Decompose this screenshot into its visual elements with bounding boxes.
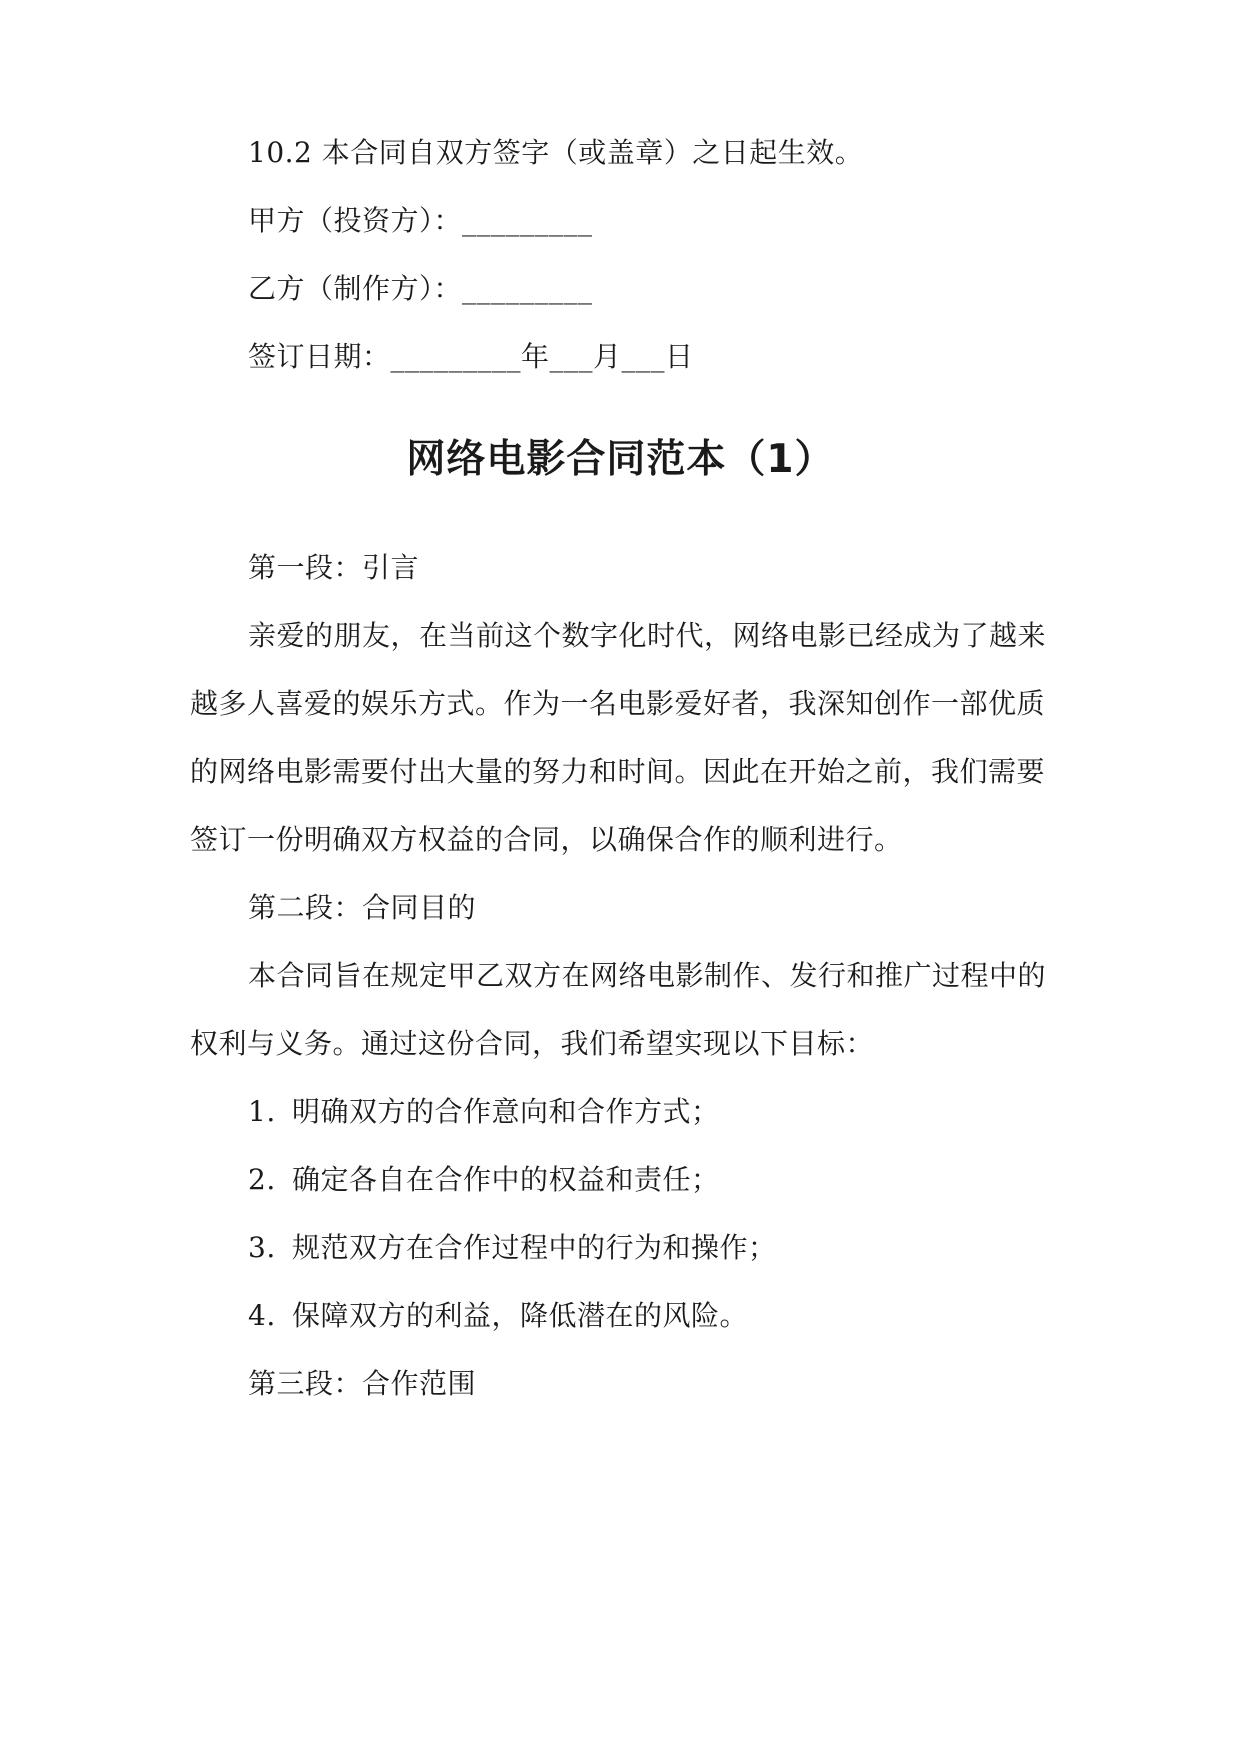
goal-number: 4. (248, 1299, 276, 1332)
goal-text: 保障双方的利益，降低潜在的风险。 (292, 1299, 749, 1332)
goal-item (248, 1228, 777, 1268)
section-1-line: 签订一份明确双方权益的合同，以确保合作的顺利进行。 (190, 823, 903, 856)
section-2-line: 权利与义务。通过这份合同，我们希望实现以下目标： (190, 1027, 875, 1060)
goal-number: 3. (248, 1231, 276, 1264)
goal-text: 确定各自在合作中的权益和责任； (292, 1163, 720, 1196)
party-a-line: 甲方（投资方）：_________ (248, 204, 593, 237)
party-b-line: 乙方（制作方）：_________ (248, 272, 593, 305)
goal-number: 2. (248, 1163, 276, 1196)
clause-10-2: 10.2 本合同自双方签字（或盖章）之日起生效。 (248, 136, 864, 169)
sign-date-line: 签订日期：_________年___月___日 (248, 340, 694, 373)
goal-item (248, 1092, 720, 1132)
goal-item (248, 1296, 748, 1336)
document-title: 网络电影合同范本（1） (406, 437, 835, 482)
section-1-line: 的网络电影需要付出大量的努力和时间。因此在开始之前，我们需要 (190, 755, 1046, 788)
section-2-heading: 第二段：合同目的 (248, 891, 477, 924)
section-2-line: 本合同旨在规定甲乙双方在网络电影制作、发行和推广过程中的 (248, 959, 1047, 992)
goal-text: 明确双方的合作意向和合作方式； (292, 1095, 720, 1128)
section-3-heading: 第三段：合作范围 (248, 1367, 477, 1400)
section-1-line: 亲爱的朋友，在当前这个数字化时代，网络电影已经成为了越来 (248, 619, 1047, 652)
section-1-heading: 第一段：引言 (248, 551, 420, 584)
goal-text: 规范双方在合作过程中的行为和操作； (292, 1231, 777, 1264)
goal-item (248, 1160, 720, 1200)
section-1-line: 越多人喜爱的娱乐方式。作为一名电影爱好者，我深知创作一部优质 (190, 687, 1046, 720)
goal-number: 1. (248, 1095, 276, 1128)
